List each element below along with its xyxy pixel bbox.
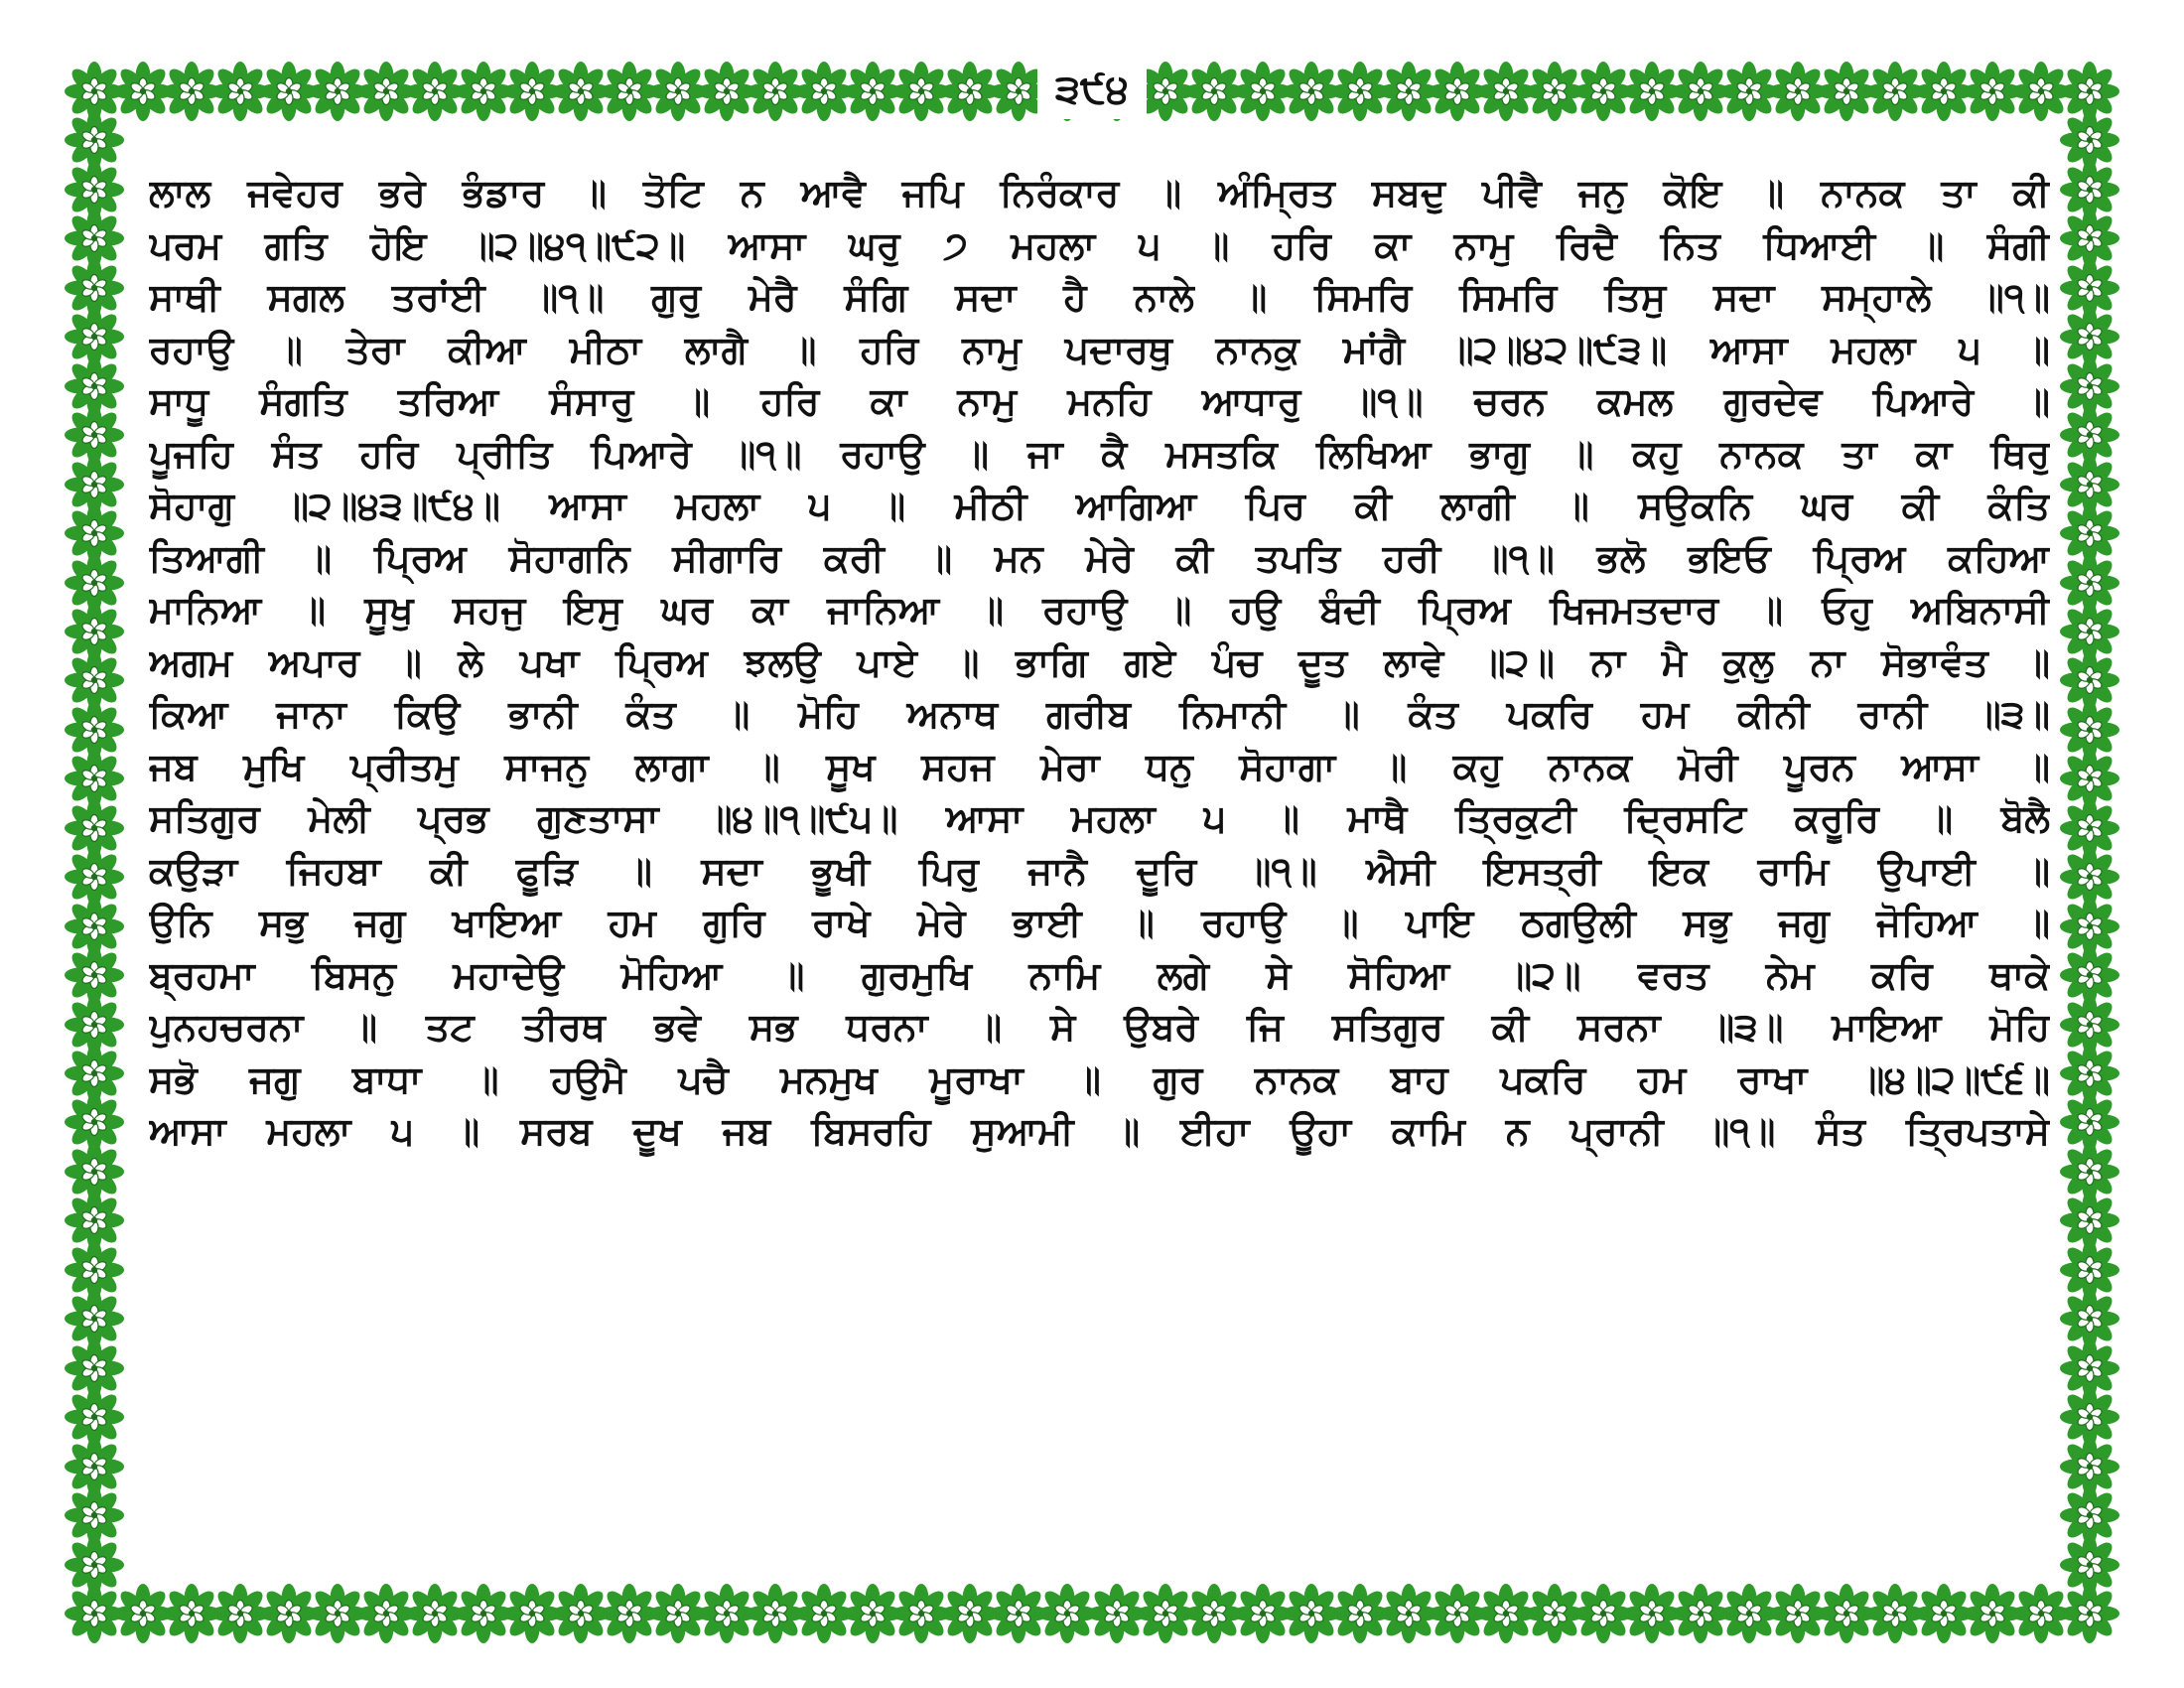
text-line: ਆਸਾ ਮਹਲਾ ੫ ॥ ਸਰਬ ਦੂਖ ਜਬ ਬਿਸਰਹਿ ਸੁਆਮੀ ॥ ਈਹਾ ਊਹਾ ਕਾਮਿ ਨ ਪ੍ਰਾਨੀ ॥੧॥ ਸੰਤ ਤ੍ਰਿਪਤਾਸੇ [149, 1109, 2050, 1153]
text-line: ਰਹਾਉ ॥ ਤੇਰਾ ਕੀਆ ਮੀਠਾ ਲਾਗੈ ॥ ਹਰਿ ਨਾਮੁ ਪਦਾਰਥੁ ਨਾਨਕੁ ਮਾਂਗੈ ॥੨॥੪੨॥੯੩॥ ਆਸਾ ਮਹਲਾ ੫ ॥ [149, 327, 2050, 371]
text-line: ਸਾਥੀ ਸਗਲ ਤਰਾਂਈ ॥੧॥ ਗੁਰੁ ਮੇਰੈ ਸੰਗਿ ਸਦਾ ਹੈ ਨਾਲੇ ॥ ਸਿਮਰਿ ਸਿਮਰਿ ਤਿਸੁ ਸਦਾ ਸਮ੍ਹਾਲੇ ॥੧॥ [149, 275, 2050, 319]
text-line: ਸੋਹਾਗੁ ॥੨॥੪੩॥੯੪॥ ਆਸਾ ਮਹਲਾ ੫ ॥ ਮੀਠੀ ਆਗਿਆ ਪਿਰ ਕੀ ਲਾਗੀ ॥ ਸਉਕਨਿ ਘਰ ਕੀ ਕੰਤਿ [149, 484, 2050, 527]
text-line: ਕਿਆ ਜਾਨਾ ਕਿਉ ਭਾਨੀ ਕੰਤ ॥ ਮੋਹਿ ਅਨਾਥ ਗਰੀਬ ਨਿਮਾਨੀ ॥ ਕੰਤ ਪਕਰਿ ਹਮ ਕੀਨੀ ਰਾਨੀ ॥੩॥ [149, 692, 2050, 736]
border-flower [65, 1535, 124, 1595]
scripture-text [149, 167, 2050, 1158]
page-number: ੩੯੪ [1037, 60, 1147, 119]
text-line: ਪੁਨਹਚਰਨਾ ॥ ਤਟ ਤੀਰਥ ਭਵੇ ਸਭ ਧਰਨਾ ॥ ਸੇ ਉਬਰੇ ਜਿ ਸਤਿਗੁਰ ਕੀ ਸਰਨਾ ॥੩॥ ਮਾਇਆ ਮੋਹਿ [149, 1005, 2050, 1049]
text-line: ਅਗਮ ਅਪਾਰ ॥ ਲੇ ਪਖਾ ਪ੍ਰਿਅ ਝਲਉ ਪਾਏ ॥ ਭਾਗਿ ਗਏ ਪੰਚ ਦੂਤ ਲਾਵੇ ॥੨॥ ਨਾ ਮੈ ਕੁਲੁ ਨਾ ਸੋਭਾਵੰਤ ॥ [149, 639, 2050, 684]
text-line: ਤਿਆਗੀ ॥ ਪ੍ਰਿਅ ਸੋਹਾਗਨਿ ਸੀਗਾਰਿ ਕਰੀ ॥ ਮਨ ਮੇਰੇ ਕੀ ਤਪਤਿ ਹਰੀ ॥੧॥ ਭਲੋ ਭਇਓ ਪ੍ਰਿਅ ਕਹਿਆ [149, 535, 2050, 580]
border-flower [2060, 1535, 2119, 1595]
text-line: ਪੂਜਹਿ ਸੰਤ ਹਰਿ ਪ੍ਰੀਤਿ ਪਿਆਰੇ ॥੧॥ ਰਹਾਉ ॥ ਜਾ ਕੈ ਮਸਤਕਿ ਲਿਖਿਆ ਭਾਗੁ ॥ ਕਹੁ ਨਾਨਕ ਤਾ ਕਾ ਥਿਰੁ [149, 431, 2050, 476]
text-line: ਲਾਲ ਜਵੇਹਰ ਭਰੇ ਭੰਡਾਰ ॥ ਤੋਟਿ ਨ ਆਵੈ ਜਪਿ ਨਿਰੰਕਾਰ ॥ ਅੰਮ੍ਰਿਤ ਸਬਦੁ ਪੀਵੈ ਜਨੁ ਕੋਇ ॥ ਨਾਨਕ ਤਾ ਕੀ [149, 171, 2050, 214]
text-line: ਕਉੜਾ ਜਿਹਬਾ ਕੀ ਫੂੜਿ ॥ ਸਦਾ ਭੂਖੀ ਪਿਰੁ ਜਾਨੈ ਦੂਰਿ ॥੧॥ ਐਸੀ ਇਸਤ੍ਰੀ ਇਕ ਰਾਮਿ ਉਪਾਈ ॥ [149, 848, 2050, 893]
text-line: ਸਾਧੂ ਸੰਗਤਿ ਤਰਿਆ ਸੰਸਾਰੁ ॥ ਹਰਿ ਕਾ ਨਾਮੁ ਮਨਹਿ ਆਧਾਰੁ ॥੧॥ ਚਰਨ ਕਮਲ ਗੁਰਦੇਵ ਪਿਆਰੇ ॥ [149, 379, 2050, 423]
text-line: ਸਭੋ ਜਗੁ ਬਾਧਾ ॥ ਹਉਮੈ ਪਚੈ ਮਨਮੁਖ ਮੂਰਾਖਾ ॥ ਗੁਰ ਨਾਨਕ ਬਾਹ ਪਕਰਿ ਹਮ ਰਾਖਾ ॥੪॥੨॥੯੬॥ [149, 1056, 2050, 1101]
text-line: ਉਨਿ ਸਭੁ ਜਗੁ ਖਾਇਆ ਹਮ ਗੁਰਿ ਰਾਖੇ ਮੇਰੇ ਭਾਈ ॥ ਰਹਾਉ ॥ ਪਾਇ ਠਗਉਲੀ ਸਭੁ ਜਗੁ ਜੋਹਿਆ ॥ [149, 901, 2050, 944]
text-line: ਪਰਮ ਗਤਿ ਹੋਇ ॥੨॥੪੧॥੯੨॥ ਆਸਾ ਘਰੁ ੭ ਮਹਲਾ ੫ ॥ ਹਰਿ ਕਾ ਨਾਮੁ ਰਿਦੈ ਨਿਤ ਧਿਆਈ ॥ ਸੰਗੀ [149, 222, 2050, 267]
text-line: ਸਤਿਗੁਰ ਮੇਲੀ ਪ੍ਰਭ ਗੁਣਤਾਸਾ ॥੪॥੧॥੯੫॥ ਆਸਾ ਮਹਲਾ ੫ ॥ ਮਾਥੈ ਤ੍ਰਿਕੁਟੀ ਦ੍ਰਿਸਟਿ ਕਰੂਰਿ ॥ ਬੋਲੈ [149, 796, 2050, 840]
text-line: ਜਬ ਮੁਖਿ ਪ੍ਰੀਤਮੁ ਸਾਜਨੁ ਲਾਗਾ ॥ ਸੂਖ ਸਹਜ ਮੇਰਾ ਧਨੁ ਸੋਹਾਗਾ ॥ ਕਹੁ ਨਾਨਕ ਮੋਰੀ ਪੂਰਨ ਆਸਾ ॥ [149, 744, 2050, 788]
text-line: ਮਾਨਿਆ ॥ ਸੂਖੁ ਸਹਜੁ ਇਸੁ ਘਰ ਕਾ ਜਾਨਿਆ ॥ ਰਹਾਉ ॥ ਹਉ ਬੰਦੀ ਪ੍ਰਿਅ ਖਿਜਮਤਦਾਰ ॥ ਓਹੁ ਅਬਿਨਾਸੀ [149, 588, 2050, 632]
text-line: ਬ੍ਰਹਮਾ ਬਿਸਨੁ ਮਹਾਦੇਉ ਮੋਹਿਆ ॥ ਗੁਰਮੁਖਿ ਨਾਮਿ ਲਗੇ ਸੇ ਸੋਹਿਆ ॥੨॥ ਵਰਤ ਨੇਮ ਕਰਿ ਥਾਕੇ [149, 952, 2050, 997]
